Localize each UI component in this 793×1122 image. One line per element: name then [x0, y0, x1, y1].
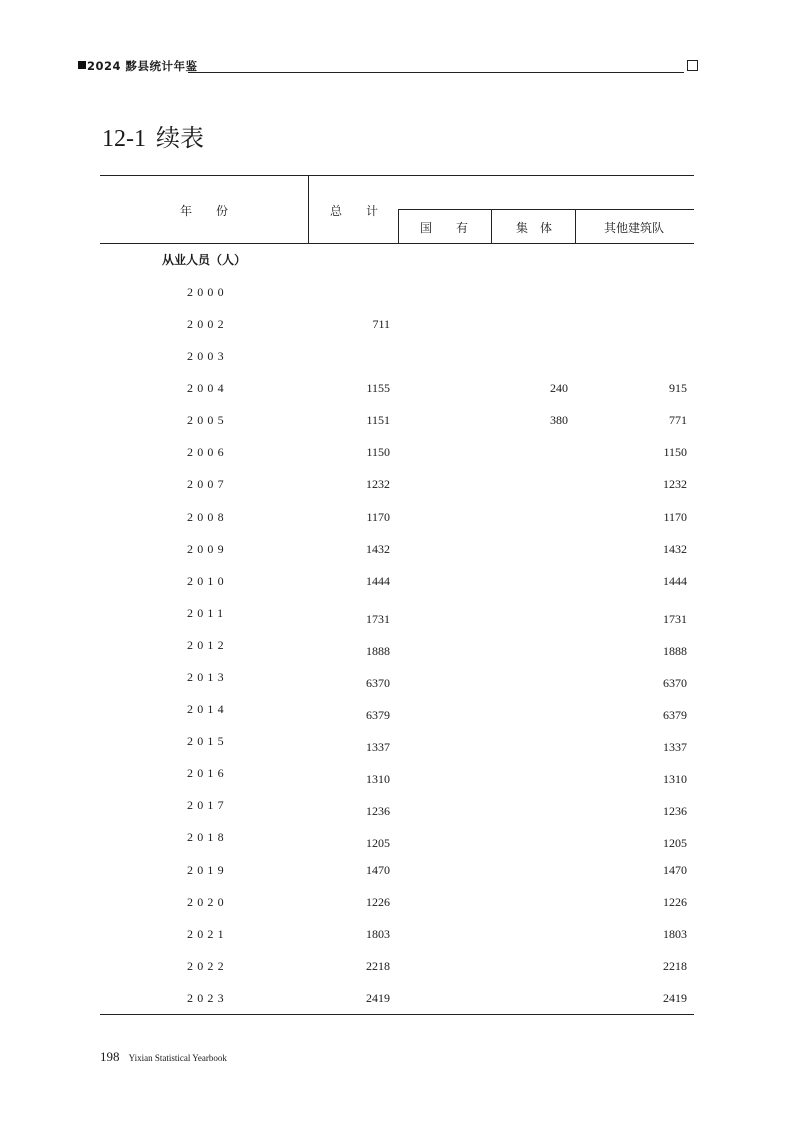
footer-book-title: Yixian Statistical Yearbook	[128, 1053, 227, 1063]
cell-total: 1888	[366, 644, 390, 658]
cell-total: 1155	[366, 381, 390, 395]
cell-other: 1170	[663, 510, 687, 524]
cell-other: 2419	[663, 991, 687, 1005]
cell-total: 1803	[366, 927, 390, 941]
cell-other: 1803	[663, 927, 687, 941]
column-header-state-owned: 国 有	[420, 221, 469, 235]
table-caption: 续表	[156, 126, 204, 152]
row-year: 2023	[187, 991, 228, 1005]
row-year: 2017	[187, 798, 228, 812]
cell-total: 6379	[366, 708, 390, 722]
cell-other: 1888	[663, 644, 687, 658]
column-header-total: 总 计	[330, 204, 379, 218]
cell-other: 2218	[663, 959, 687, 973]
row-year: 2003	[187, 349, 228, 363]
cell-other: 1205	[663, 836, 687, 850]
cell-other: 771	[669, 413, 687, 427]
row-year: 2019	[187, 863, 228, 877]
cell-total: 1150	[366, 445, 390, 459]
row-year: 2021	[187, 927, 228, 941]
page-footer	[100, 1046, 227, 1065]
header-book-title: 2024 黟县统计年鉴	[87, 59, 198, 73]
cell-other: 1731	[663, 612, 687, 626]
cell-total: 1337	[366, 740, 390, 754]
cell-total: 1731	[366, 612, 390, 626]
column-header-collective: 集 体	[516, 221, 553, 235]
cell-other: 1226	[663, 895, 687, 909]
column-header-year: 年 份	[180, 204, 229, 218]
cell-total: 1232	[366, 477, 390, 491]
row-year: 2015	[187, 734, 228, 748]
cell-total: 1432	[366, 542, 390, 556]
cell-total: 1170	[366, 510, 390, 524]
row-year: 2022	[187, 959, 228, 973]
row-year: 2011	[187, 606, 228, 620]
cell-other: 6370	[663, 676, 687, 690]
cell-other: 1236	[663, 804, 687, 818]
row-year: 2012	[187, 638, 228, 652]
cell-total: 1310	[366, 772, 390, 786]
cell-other: 1150	[663, 445, 687, 459]
cell-collective: 380	[550, 413, 568, 427]
cell-other: 1432	[663, 542, 687, 556]
cell-total: 6370	[366, 676, 390, 690]
cell-total: 1226	[366, 895, 390, 909]
cell-other: 1310	[663, 772, 687, 786]
cell-total: 2419	[366, 991, 390, 1005]
cell-other: 1232	[663, 477, 687, 491]
page-number: 198	[100, 1049, 120, 1064]
cell-other: 1444	[663, 574, 687, 588]
row-year: 2002	[187, 317, 228, 331]
cell-total: 711	[372, 317, 390, 331]
row-year: 2004	[187, 381, 228, 395]
cell-other: 915	[669, 381, 687, 395]
cell-collective: 240	[550, 381, 568, 395]
cell-total: 2218	[366, 959, 390, 973]
row-year: 2010	[187, 574, 228, 588]
row-year: 2020	[187, 895, 228, 909]
cell-total: 1444	[366, 574, 390, 588]
row-year: 2013	[187, 670, 228, 684]
cell-other: 6379	[663, 708, 687, 722]
table-number: 12-1	[102, 126, 146, 152]
cell-total: 1470	[366, 863, 390, 877]
cell-other: 1470	[663, 863, 687, 877]
cell-total: 1205	[366, 836, 390, 850]
cell-total: 1151	[366, 413, 390, 427]
row-year: 2009	[187, 542, 228, 556]
row-year: 2007	[187, 477, 228, 491]
row-year: 2008	[187, 510, 228, 524]
row-year: 2000	[187, 285, 228, 299]
row-year: 2006	[187, 445, 228, 459]
cell-other: 1337	[663, 740, 687, 754]
column-header-other: 其他建筑队	[604, 221, 665, 235]
row-year: 2005	[187, 413, 228, 427]
row-year: 2014	[187, 702, 228, 716]
section-label: 从业人员（人）	[162, 253, 247, 267]
row-year: 2018	[187, 830, 228, 844]
cell-total: 1236	[366, 804, 390, 818]
row-year: 2016	[187, 766, 228, 780]
